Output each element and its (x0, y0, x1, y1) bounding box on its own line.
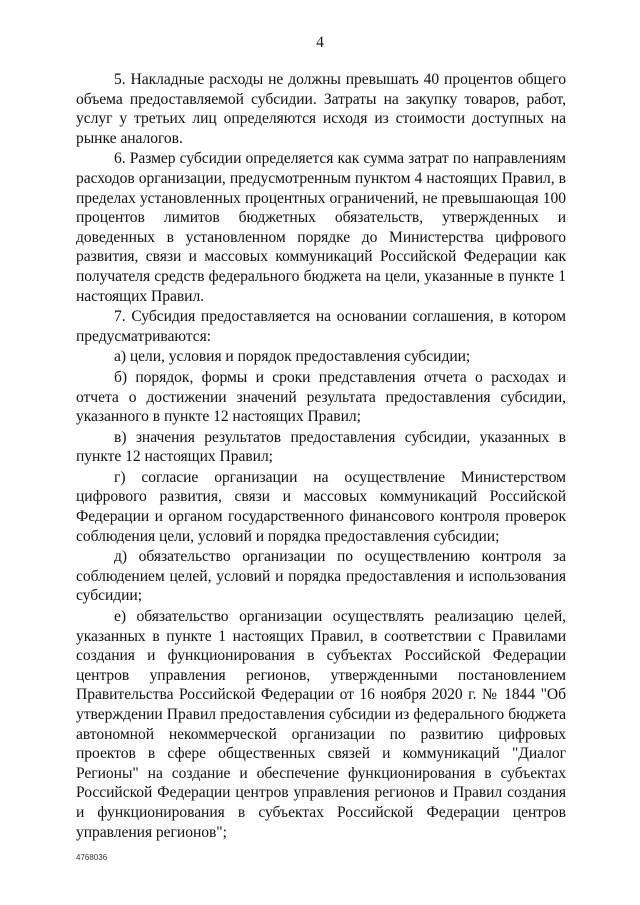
list-item-g: г) согласие организации на осуществление Министерством цифрового развития, связи и массовых коммуникаций Российской Федерации и органом государственного финансового контроля проверок соблюдения цели, условий и порядка предоставления субсидии; (76, 468, 566, 545)
document-code: 4768036 (76, 853, 108, 862)
list-item-d: д) обязательство организации по осуществлению контроля за соблюдением целей, условий и порядка предоставления и использования субсидии; (76, 548, 566, 605)
paragraph-5: 5. Накладные расходы не должны превышать 40 процентов общего объема предоставляемой субсидии. Затраты на закупку товаров, работ, услуг у третьих лиц определяются исходя из стоимости доступных на рынке аналогов. (76, 71, 566, 147)
page-number: 4 (316, 34, 324, 51)
list-item-b: б) порядок, формы и сроки представления отчета о расходах и отчета о достижении значений результата предоставления субсидии, указанного в пункте 12 настоящих Правил; (76, 368, 566, 426)
list-item-a: а) цели, условия и порядок предоставления субсидии; (114, 348, 471, 366)
paragraph-6: 6. Размер субсидии определяется как сумма затрат по направлениям расходов организации, предусмотренным пунктом 4 настоящих Правил, в пределах установленных процентных ограничений, не превышающая 100 процентов лимитов бюджетных обязательств, утвержденных и доведенных в установленном порядке до Министерства цифрового развития, связи и массовых коммуникаций Российской Федерации как получателя средств федерального бюджета на цели, указанные в пункте 1 настоящих Правил. (76, 150, 566, 305)
paragraph-7: 7. Субсидия предоставляется на основании соглашения, в котором предусматриваются: (76, 308, 566, 345)
document-body (76, 70, 566, 842)
list-item-e: е) обязательство организации осуществлять реализацию целей, указанных в пункте 1 настоящих Правил, в соответствии с Правилами создания и функционирования в субъектах Российской Федерации центров управления регионов, утвержденными постановлением Правительства Российской Федерации от 16 ноября 2020 г. № 1844 "Об утверждении Правил предоставления субсидии из федерального бюджета автономной некоммерческой организации по развитию цифровых проектов в сфере общественных связей и коммуникаций "Диалог Регионы" на создание и обеспечение функционирования в субъектах Российской Федерации центров управления регионов и Правил создания и функционирования в субъектах Российской Федерации центров управления регионов"; (76, 608, 566, 841)
list-item-v: в) значения результатов предоставления субсидии, указанных в пункте 12 настоящих Правил; (76, 428, 566, 466)
